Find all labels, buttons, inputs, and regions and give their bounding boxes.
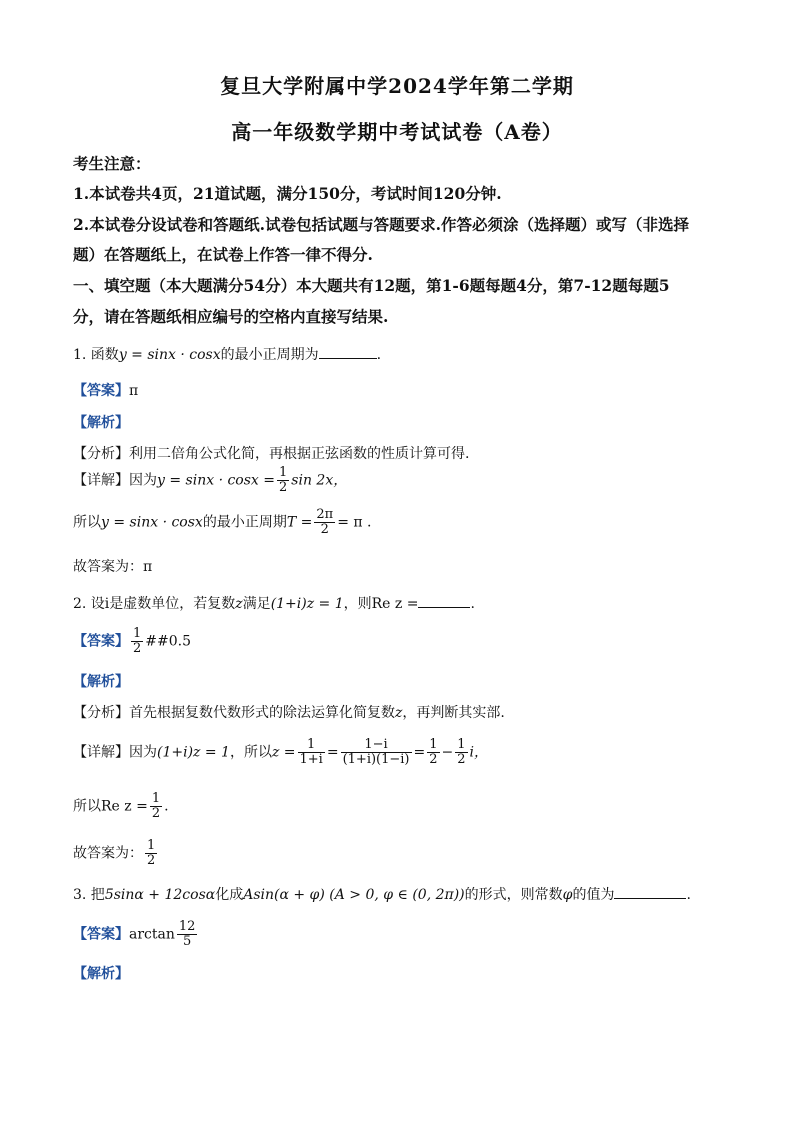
q2-detail-z: z = bbox=[271, 744, 296, 761]
notice-item-2-line-2: 题）在答题纸上，在试卷上作答一律不得分. bbox=[73, 245, 373, 264]
q2-detail-mid: ，所以 bbox=[229, 744, 272, 761]
q3-answer-fraction bbox=[177, 920, 198, 949]
q2-fenxi bbox=[73, 702, 505, 722]
q1-analysis-tag: 【解析】 bbox=[73, 415, 129, 431]
q2-final-den: 2 bbox=[147, 853, 156, 868]
q2-stem-mid: 满足 bbox=[242, 596, 271, 612]
q1-frac2-den: 2 bbox=[320, 522, 329, 537]
q2-fenxi-text: 首先根据复数代数形式的除法运算化简复数 bbox=[129, 705, 395, 721]
q2-fraction-4 bbox=[455, 738, 467, 767]
q2-detail-prefix: 因为 bbox=[129, 744, 157, 761]
q1-frac-den: 2 bbox=[279, 480, 288, 495]
detail-tag: 【详解】 bbox=[73, 472, 129, 489]
q1-detail-formula: y = sinx · cosx = bbox=[157, 472, 275, 489]
q2-final-fraction bbox=[145, 839, 157, 868]
q2-answer-den: 2 bbox=[133, 641, 142, 656]
q3-answer-blank bbox=[614, 898, 686, 899]
answer-tag: 【答案】 bbox=[73, 926, 129, 943]
q3-analysis-tag: 【解析】 bbox=[73, 966, 129, 982]
q2-answer-blank bbox=[418, 607, 470, 608]
q2-fraction-2 bbox=[341, 738, 412, 767]
q2-answer-alt: ##0.5 bbox=[145, 633, 192, 650]
q1-line2-mid: 的最小正周期 bbox=[202, 514, 287, 531]
notice-heading: 考生注意： bbox=[73, 154, 151, 173]
q1-final-value: π bbox=[143, 559, 153, 575]
q2-stem-suffix: ，则Re z = bbox=[343, 596, 419, 612]
section-heading-line-2: 分，请在答题纸相应编号的空格内直接写结果. bbox=[73, 307, 389, 326]
q1-frac-num: 1 bbox=[279, 465, 288, 480]
q2-condition: (1+i)z = 1 bbox=[270, 596, 344, 612]
fenxi-tag: 【分析】 bbox=[73, 705, 129, 721]
q3-answer bbox=[73, 920, 199, 949]
q3-target-form: Asin(α + φ) (A > 0, φ ∈ (0, 2π)) bbox=[243, 887, 465, 903]
q1-line2-tail: = π . bbox=[337, 514, 372, 531]
q3-stem-mid: 化成 bbox=[215, 887, 244, 903]
section-heading-line-1: 一、填空题（本大题满分54分）本大题共有12题，第1-6题每题4分，第7-12题每题5 bbox=[73, 276, 670, 295]
q1-stem: 1. 函数y = sinx · cosx的最小正周期为 . bbox=[73, 347, 382, 363]
fenxi-tag: 【分析】 bbox=[73, 446, 129, 462]
q1-period-T: T = bbox=[286, 514, 313, 531]
q2-answer-num: 1 bbox=[133, 626, 142, 641]
exam-subtitle: 高一年级数学期中考试试卷（A卷） bbox=[231, 120, 563, 144]
q1-frac2-num: 2π bbox=[316, 507, 334, 522]
q3-answer-num: 12 bbox=[178, 919, 196, 934]
q1-detail bbox=[73, 466, 347, 495]
q1-detail-tail: sin 2x， bbox=[291, 472, 348, 489]
detail-tag: 【详解】 bbox=[73, 744, 129, 761]
q1-stem-prefix: 1. 函数 bbox=[73, 347, 119, 363]
q1-detail-line-2 bbox=[73, 508, 371, 537]
q2-line2-den: 2 bbox=[151, 806, 161, 821]
q2-z: z bbox=[235, 596, 243, 612]
q2-detail: 【详解】因为(1+i)z = 1，所以z = $\frac{1}{1+i}$ = $\frac{1-i}{(1+i)(1-i)}$ = $\frac{1}{2}$ − $\frac{1}{2}$ i， bbox=[73, 737, 489, 767]
q2-fenxi-tail: ，再判断其实部. bbox=[402, 705, 505, 721]
q2-answer bbox=[73, 627, 191, 656]
q2-f3-num: 1 bbox=[429, 737, 438, 752]
q1-final-label: 故答案为： bbox=[73, 559, 143, 575]
q2-fraction-1 bbox=[298, 738, 325, 767]
q2-answer-fraction bbox=[131, 627, 143, 656]
q1-fraction-half bbox=[277, 466, 289, 495]
q2-final bbox=[73, 839, 159, 868]
q2-stem: 2. 设i是虚数单位，若复数z满足(1+i)z = 1，则Re z = . bbox=[73, 596, 475, 612]
q1-formula: y = sinx · cosx bbox=[118, 347, 221, 363]
q2-f1-num: 1 bbox=[298, 738, 325, 753]
q2-stem-prefix: 2. 设i是虚数单位，若复数 bbox=[73, 596, 236, 612]
q1-fraction-period bbox=[314, 508, 335, 537]
q2-line2-fraction bbox=[150, 792, 162, 821]
q3-stem-tail: 的值为 bbox=[572, 887, 615, 903]
q3-phi: φ bbox=[562, 887, 573, 903]
q2-fenxi-z: z bbox=[395, 705, 403, 721]
answer-tag: 【答案】 bbox=[73, 383, 129, 399]
q3-expression: 5sinα + 12cosα bbox=[104, 887, 216, 903]
exam-title: 复旦大学附属中学2024学年第二学期 bbox=[220, 74, 574, 98]
q1-line2-prefix: 所以 bbox=[73, 514, 101, 531]
q2-f3-den: 2 bbox=[429, 752, 438, 767]
answer-tag: 【答案】 bbox=[73, 633, 129, 650]
q1-detail-prefix: 因为 bbox=[129, 472, 157, 489]
q1-answer-value: π bbox=[129, 383, 139, 399]
q3-answer-arctan: arctan bbox=[129, 926, 175, 943]
q2-detail-tail: i， bbox=[469, 744, 489, 761]
q2-f4-num: 1 bbox=[457, 737, 466, 752]
q1-line2-formula: y = sinx · cosx bbox=[101, 514, 203, 531]
q3-stem-prefix: 3. 把 bbox=[73, 887, 105, 903]
q2-detail-line-2 bbox=[73, 792, 169, 821]
q2-minus: − bbox=[441, 744, 454, 761]
notice-item-1: 1.本试卷共4页，21道试题，满分150分，考试时间120分钟. bbox=[73, 184, 502, 203]
q2-final-num: 1 bbox=[147, 838, 156, 853]
q3-stem: 3. 把5sinα + 12cosα化成Asin(α + φ) (A > 0, φ ∈ (0, 2π))的形式，则常数φ的值为 . bbox=[73, 887, 691, 903]
q2-line2-prefix: 所以Re z = bbox=[73, 798, 148, 815]
q1-answer-blank bbox=[319, 358, 377, 359]
q1-stem-suffix: 的最小正周期为 bbox=[220, 347, 319, 363]
q2-line2-num: 1 bbox=[151, 791, 161, 806]
q2-f1-den: 1+i bbox=[299, 752, 323, 767]
q1-final bbox=[73, 556, 152, 576]
q2-analysis-tag: 【解析】 bbox=[73, 674, 129, 690]
q1-fenxi-text: 利用二倍角公式化简，再根据正弦函数的性质计算可得. bbox=[129, 446, 470, 462]
q3-answer-den: 5 bbox=[183, 934, 192, 949]
q2-line2-tail: . bbox=[164, 798, 169, 815]
q1-answer bbox=[73, 380, 138, 400]
q2-detail-condition: (1+i)z = 1 bbox=[157, 744, 230, 761]
q2-fraction-3 bbox=[427, 738, 439, 767]
q3-stem-suffix: 的形式，则常数 bbox=[464, 887, 563, 903]
notice-item-2-line-1: 2.本试卷分设试卷和答题纸.试卷包括试题与答题要求.作答必须涂（选择题）或写（非选择 bbox=[73, 215, 689, 234]
q2-f4-den: 2 bbox=[457, 752, 466, 767]
q1-fenxi bbox=[73, 443, 469, 463]
q2-f2-den: (1+i)(1−i) bbox=[342, 752, 410, 767]
q2-f2-num: 1−i bbox=[341, 738, 412, 753]
q2-final-label: 故答案为： bbox=[73, 845, 143, 862]
